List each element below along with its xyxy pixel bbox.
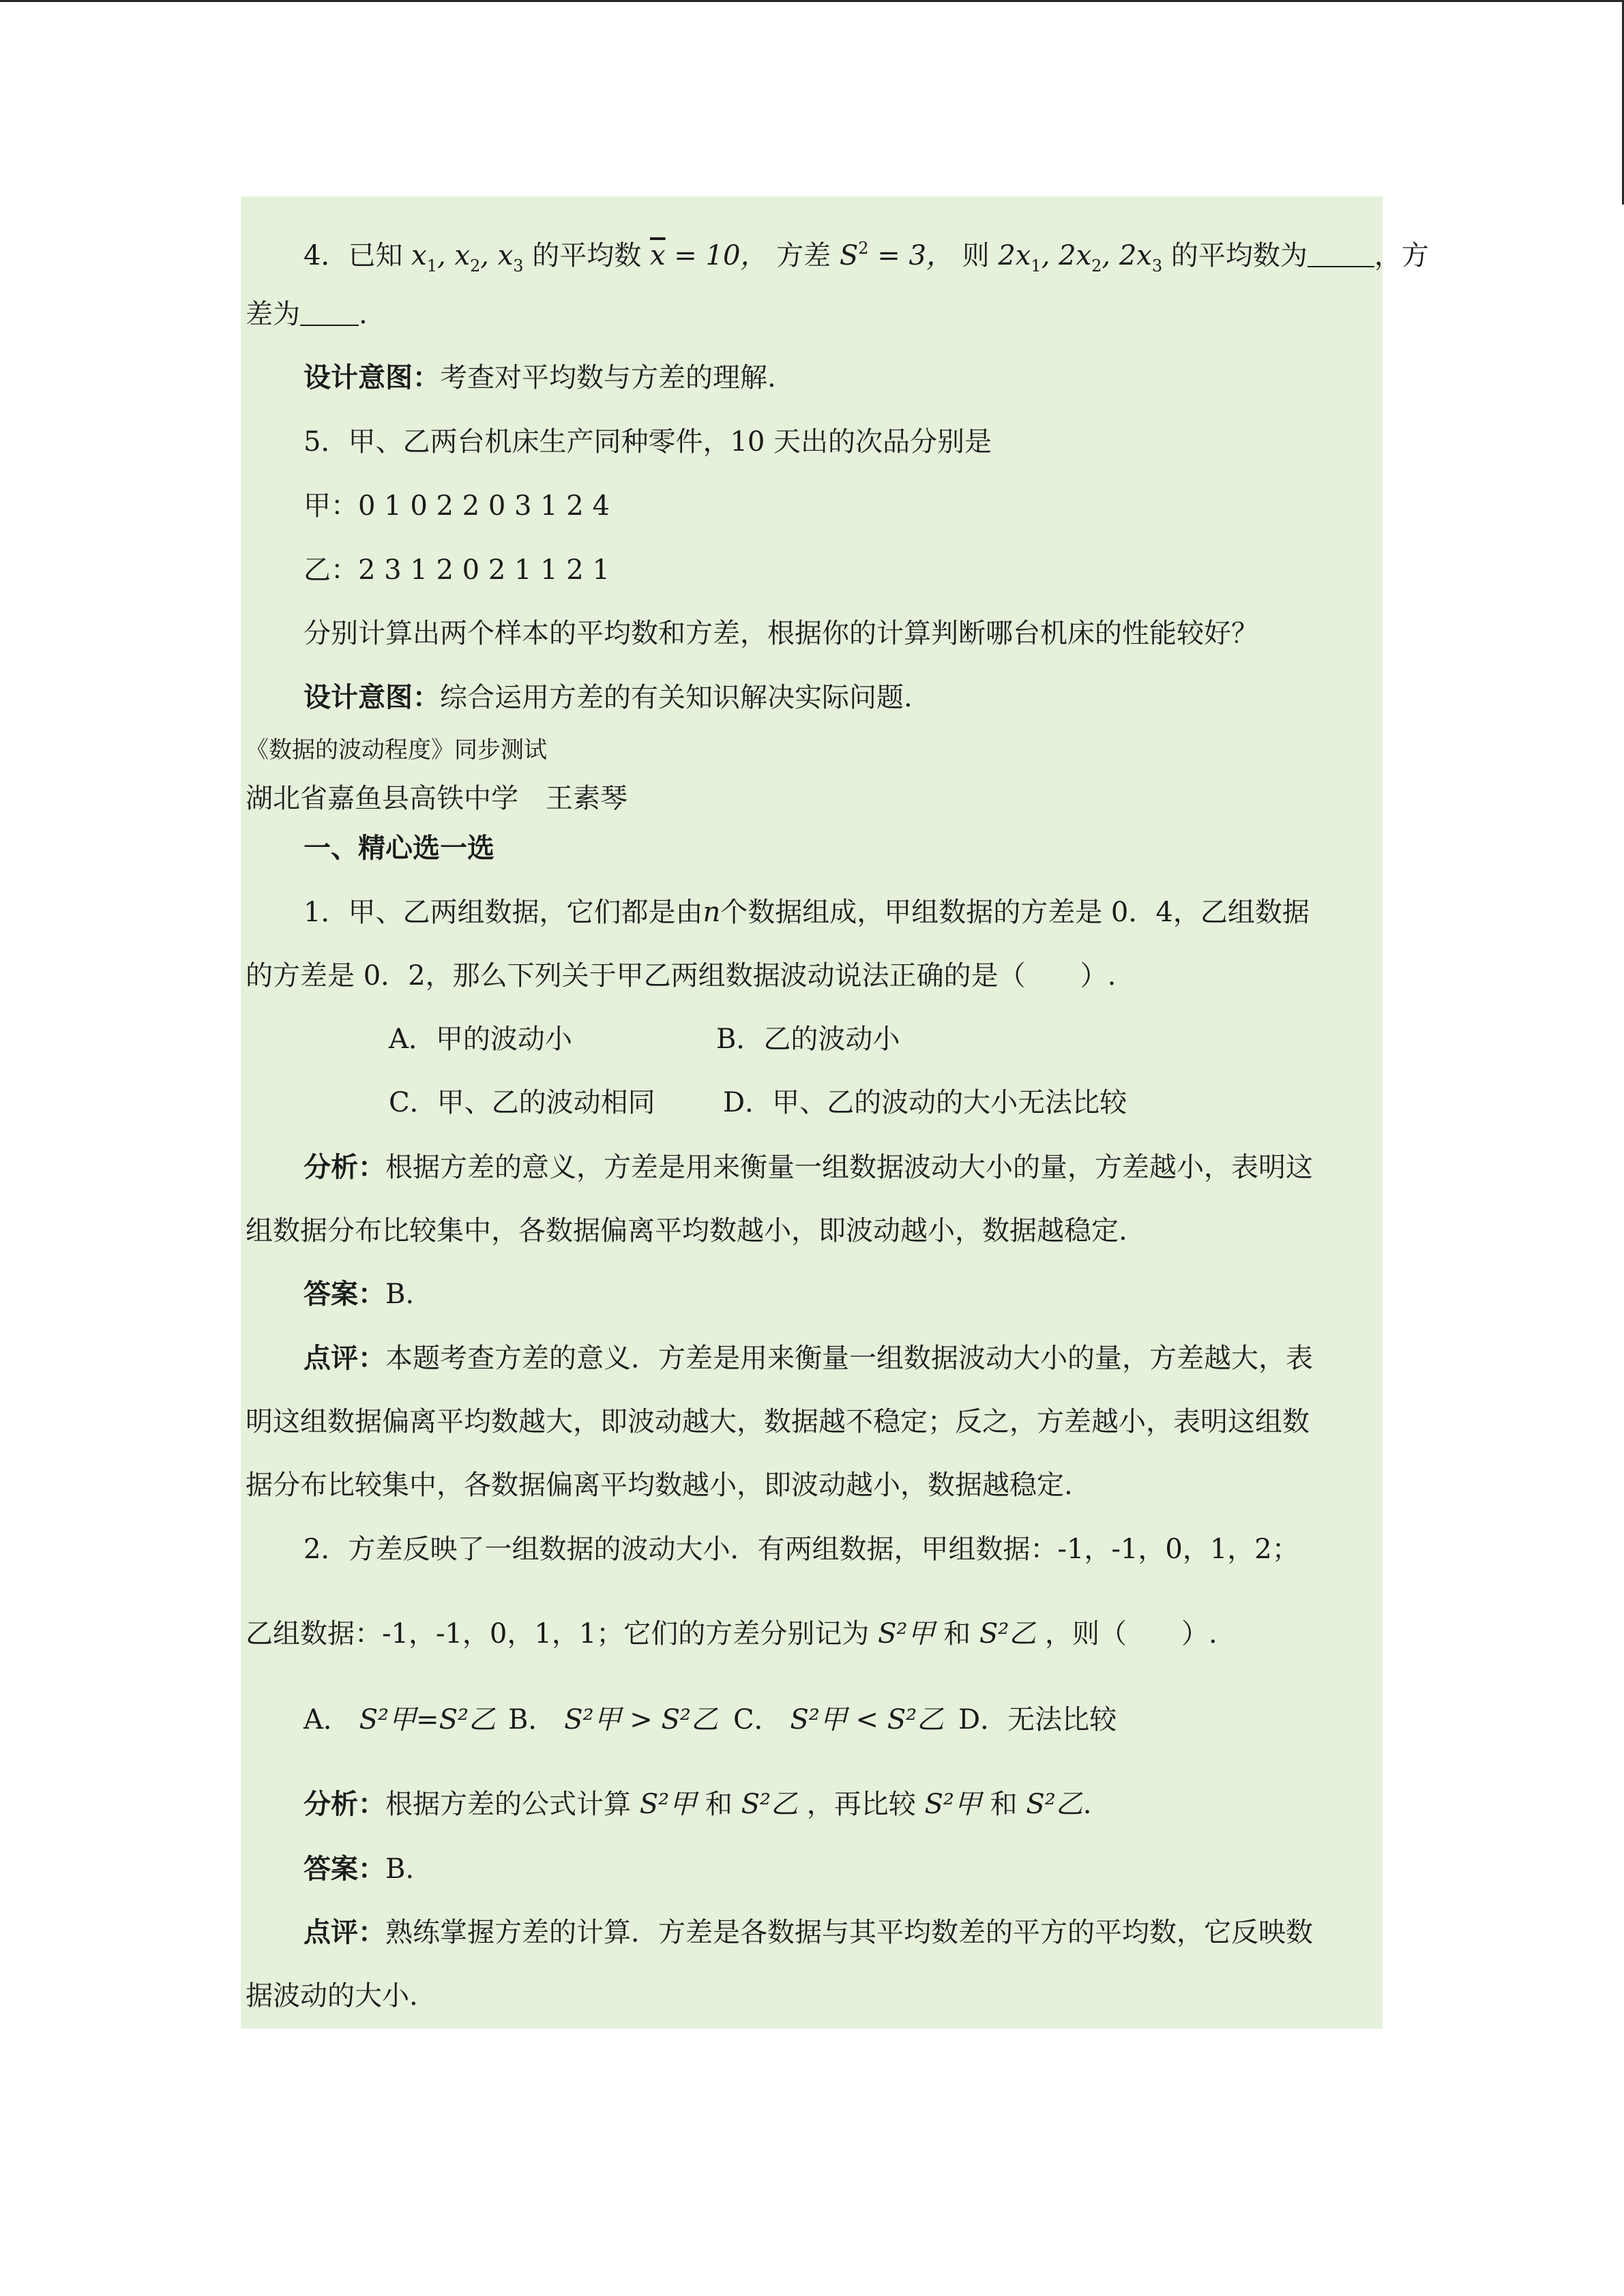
- q4-text: .: [359, 299, 368, 330]
- analysis-label: 分析：: [304, 1788, 385, 1820]
- design-intent-text: 综合运用方差的有关知识解决实际问题.: [440, 682, 913, 713]
- document-author: 湖北省嘉鱼县高铁中学 王素琴: [246, 783, 628, 814]
- p2-option-d[interactable]: D．无法比较: [958, 1704, 1117, 1735]
- p2-option-b[interactable]: [508, 1702, 718, 1738]
- s-yi-squared: S²乙: [439, 1704, 496, 1735]
- s-jia-squared: S²甲: [790, 1704, 847, 1735]
- q4-text: ，方: [1374, 240, 1429, 271]
- q4-text: 4．已知: [304, 240, 403, 271]
- p2-text: 乙组数据：-1，-1，0，1，1；它们的方差分别记为: [246, 1618, 870, 1650]
- q4-text: 的平均数: [532, 240, 642, 271]
- p1-comment-line-1: [304, 1341, 1313, 1376]
- relation-symbol: =: [416, 1704, 439, 1735]
- analysis-text: 根据方差的意义，方差是用来衡量一组数据波动大小的量，方差越小，表明这: [385, 1152, 1313, 1183]
- q5-design-intent: [304, 680, 913, 715]
- s-yi-squared: S²乙: [661, 1704, 718, 1735]
- p2-answer: [304, 1851, 414, 1887]
- q5-data-yi: 乙：2 3 1 2 0 2 1 1 2 1: [304, 554, 610, 586]
- p1-option-a[interactable]: A．甲的波动小: [389, 1024, 572, 1055]
- q4-text: 的平均数为: [1170, 240, 1308, 271]
- s-jia-squared: S²甲: [924, 1789, 981, 1820]
- q4-2x-vars: $2x_1$, $2x_2$, $2x_3$: [998, 240, 1163, 275]
- answer-text: B.: [385, 1279, 415, 1310]
- analysis-text: .: [1082, 1789, 1092, 1820]
- analysis-text: 和: [990, 1789, 1018, 1820]
- design-intent-label: 设计意图：: [304, 681, 440, 713]
- p2-option-c[interactable]: [733, 1702, 944, 1738]
- answer-text: B.: [385, 1853, 415, 1885]
- q4-text: 则: [962, 240, 990, 271]
- p1-analysis-line-1: [304, 1150, 1313, 1185]
- relation-symbol: >: [630, 1704, 653, 1735]
- s-jia-squared: S²甲: [359, 1704, 417, 1735]
- relation-symbol: <: [855, 1704, 879, 1735]
- analysis-text: 和: [705, 1789, 733, 1820]
- option-label: A．: [304, 1704, 351, 1735]
- q4-text: 差为: [246, 299, 300, 330]
- p2-line-1: 2．方差反映了一组数据的波动大小．有两组数据，甲组数据：-1，-1，0，1，2；: [304, 1534, 1299, 1565]
- p2-option-a[interactable]: [304, 1702, 496, 1738]
- document-title: 《数据的波动程度》同步测试: [246, 736, 547, 764]
- design-intent-text: 考查对平均数与方差的理解.: [440, 362, 776, 393]
- q4-blank-mean[interactable]: [1308, 240, 1374, 267]
- q4-design-intent: [304, 360, 776, 396]
- p2-analysis: [304, 1787, 1092, 1822]
- s-jia-squared: S²甲: [564, 1704, 621, 1735]
- p1-n-var: n: [703, 897, 721, 928]
- q4-line-2: [246, 297, 368, 332]
- p2-comment-line-1: [304, 1915, 1313, 1950]
- q5-ask: 分别计算出两个样本的平均数和方差，根据你的计算判断哪台机床的性能较好？: [304, 618, 1258, 649]
- p1-comment-line-2: 明这组数据偏离平均数越大，即波动越大，数据越不稳定；反之，方差越小，表明这组数: [246, 1406, 1310, 1437]
- comment-text: 熟练掌握方差的计算．方差是各数据与其平均数差的平方的平均数，它反映数: [385, 1917, 1313, 1948]
- p1-option-d[interactable]: D．甲、乙的波动的大小无法比较: [723, 1087, 1127, 1118]
- p1-line-2: 的方差是 0．2，那么下列关于甲乙两组数据波动说法正确的是（ ）.: [246, 960, 1117, 992]
- design-intent-label: 设计意图：: [304, 361, 440, 393]
- analysis-text: 根据方差的公式计算: [385, 1789, 631, 1820]
- s-yi-squared: S²乙: [1026, 1789, 1083, 1820]
- answer-label: 答案：: [304, 1278, 385, 1310]
- comment-label: 点评：: [304, 1916, 385, 1948]
- p1-line-1: [304, 895, 1310, 930]
- analysis-label: 分析：: [304, 1151, 385, 1183]
- p1-analysis-line-2: 组数据分布比较集中，各数据偏离平均数越小，即波动越小，数据越稳定.: [246, 1215, 1127, 1247]
- option-label: B．: [508, 1704, 556, 1735]
- p2-text: ，则（ ）.: [1045, 1618, 1217, 1650]
- analysis-text: ，再比较: [806, 1789, 916, 1820]
- q4-text: 方差: [776, 240, 831, 271]
- s-yi-squared: S²乙: [887, 1704, 945, 1735]
- top-border-line: [0, 0, 1624, 2]
- p1-text: 1．甲、乙两组数据，它们都是由: [304, 897, 703, 928]
- p1-text: 个数据组成，甲组数据的方差是 0．4，乙组数据: [720, 897, 1310, 928]
- q4-line-1: [304, 230, 1429, 284]
- q4-variance-eq: $S^2 = 3$，: [839, 239, 954, 271]
- q4-x-vars: $x_1$, $x_2$, $x_3$: [411, 240, 524, 275]
- option-label: C．: [733, 1704, 782, 1735]
- p1-option-b[interactable]: B．乙的波动小: [716, 1024, 900, 1055]
- p1-comment-line-3: 据分布比较集中，各数据偏离平均数越小，即波动越小，数据越稳定.: [246, 1470, 1073, 1501]
- comment-text: 本题考查方差的意义．方差是用来衡量一组数据波动大小的量，方差越大，表: [385, 1343, 1313, 1374]
- p2-text: 和: [943, 1618, 971, 1650]
- p1-option-c[interactable]: C．甲、乙的波动相同: [389, 1087, 655, 1118]
- q5-question: 5．甲、乙两台机床生产同种零件，10 天出的次品分别是: [304, 426, 992, 458]
- p2-line-2: [246, 1616, 1217, 1652]
- s-jia-squared: S²甲: [639, 1789, 697, 1820]
- q5-data-jia: 甲：0 1 0 2 2 0 3 1 2 4: [304, 490, 610, 522]
- comment-label: 点评：: [304, 1342, 385, 1374]
- q4-mean-eq: $\overline{x} = 10$，: [650, 240, 768, 271]
- p1-answer: [304, 1277, 414, 1312]
- q4-blank-variance[interactable]: [300, 299, 359, 326]
- s-yi-squared: S²乙: [979, 1618, 1037, 1650]
- section-title: 一、精心选一选: [304, 832, 494, 864]
- answer-label: 答案：: [304, 1853, 385, 1885]
- s-jia-squared: S²甲: [878, 1618, 935, 1650]
- p2-comment-line-2: 据波动的大小.: [246, 1980, 418, 2012]
- s-yi-squared: S²乙: [741, 1789, 799, 1820]
